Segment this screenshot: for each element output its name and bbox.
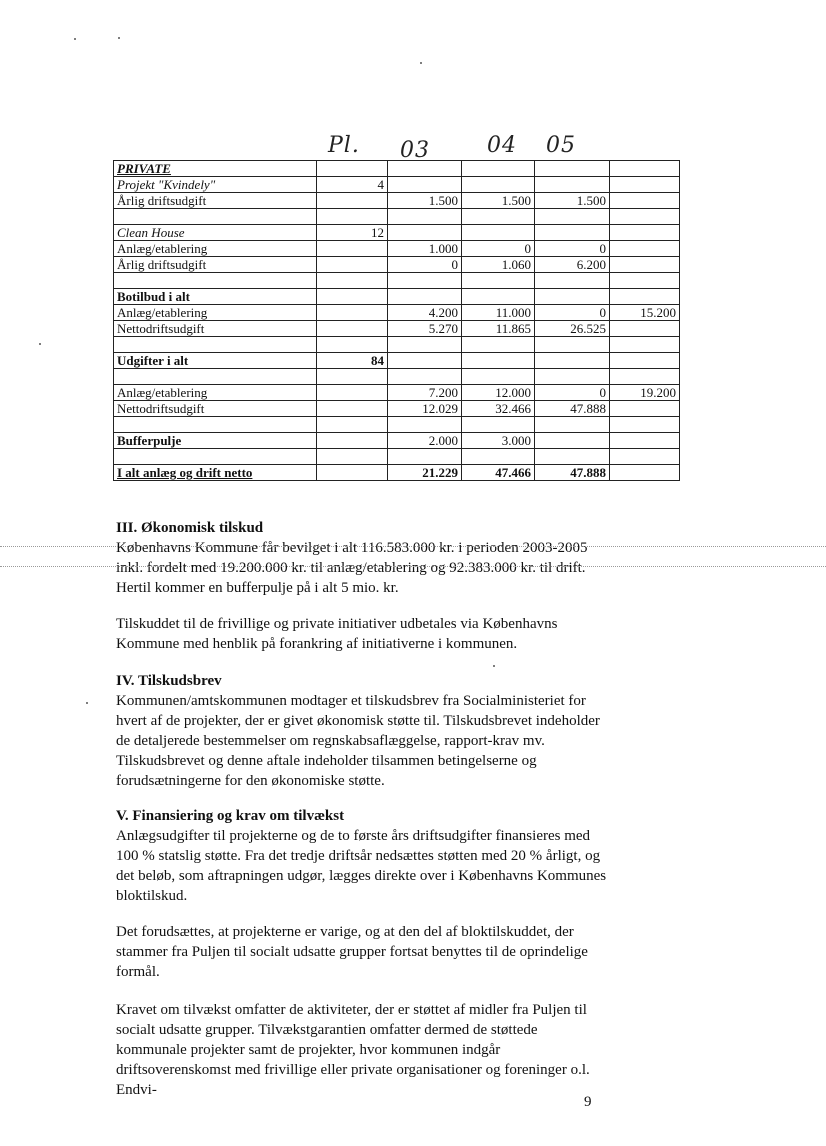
value-2004 bbox=[462, 209, 535, 225]
value-2003 bbox=[388, 337, 462, 353]
row-label: Anlæg/etablering bbox=[114, 305, 317, 321]
row-label: Årlig driftsudgift bbox=[114, 257, 317, 273]
total-cell bbox=[610, 321, 680, 337]
value-2004 bbox=[462, 289, 535, 305]
count-cell: 12 bbox=[317, 225, 388, 241]
scan-artifact-line bbox=[0, 546, 826, 548]
count-cell bbox=[317, 161, 388, 177]
value-2004: 1.060 bbox=[462, 257, 535, 273]
count-cell bbox=[317, 449, 388, 465]
scan-speck bbox=[118, 37, 120, 39]
row-label: Bufferpulje bbox=[114, 433, 317, 449]
row-label bbox=[114, 337, 317, 353]
table-spacer-row bbox=[114, 337, 680, 353]
value-2005: 1.500 bbox=[535, 193, 610, 209]
count-cell bbox=[317, 337, 388, 353]
row-label bbox=[114, 209, 317, 225]
scan-speck bbox=[493, 665, 495, 667]
budget-table-body bbox=[114, 161, 680, 481]
value-2005: 0 bbox=[535, 385, 610, 401]
row-label bbox=[114, 449, 317, 465]
value-2005 bbox=[535, 433, 610, 449]
value-2003: 5.270 bbox=[388, 321, 462, 337]
value-2003 bbox=[388, 353, 462, 369]
count-cell bbox=[317, 305, 388, 321]
value-2004 bbox=[462, 273, 535, 289]
value-2003 bbox=[388, 209, 462, 225]
row-label: Nettodriftsudgift bbox=[114, 401, 317, 417]
scan-speck bbox=[420, 62, 422, 64]
scan-speck bbox=[74, 38, 76, 40]
count-cell bbox=[317, 193, 388, 209]
scan-speck bbox=[39, 343, 41, 345]
total-cell: 15.200 bbox=[610, 305, 680, 321]
section-v-paragraph-1: Anlægsudgifter til projekterne og de to første års driftsudgifter finansieres med 100 % statslig støtte. Fra det tredje driftsår nedsættes støtten med 20 % årligt, og det beløb, som aftrapningen udgør, lægges direkte over i Københavns Kommunes bloktilskud. bbox=[116, 828, 607, 904]
total-cell bbox=[610, 257, 680, 273]
count-cell bbox=[317, 465, 388, 481]
value-2005: 26.525 bbox=[535, 321, 610, 337]
budget-table bbox=[113, 160, 680, 481]
row-label: Botilbud i alt bbox=[114, 289, 317, 305]
value-2004: 11.865 bbox=[462, 321, 535, 337]
value-2004: 3.000 bbox=[462, 433, 535, 449]
value-2004 bbox=[462, 417, 535, 433]
value-2005 bbox=[535, 449, 610, 465]
total-cell bbox=[610, 177, 680, 193]
row-label bbox=[114, 273, 317, 289]
count-cell bbox=[317, 385, 388, 401]
table-row bbox=[114, 289, 680, 305]
value-2003 bbox=[388, 273, 462, 289]
value-2004 bbox=[462, 225, 535, 241]
row-label: Udgifter i alt bbox=[114, 353, 317, 369]
section-iii-paragraph-1: Københavns Kommune får bevilget i alt 116.583.000 kr. i perioden 2003-2005 inkl. fordelt med 19.200.000 kr. til anlæg/etablering og 92.383.000 kr. til drift. Hertil kommer en bufferpulje på i alt 5 mio. kr. bbox=[116, 540, 588, 596]
value-2003: 7.200 bbox=[388, 385, 462, 401]
count-cell bbox=[317, 369, 388, 385]
value-2005 bbox=[535, 417, 610, 433]
total-cell bbox=[610, 337, 680, 353]
section-v-paragraph-3: Kravet om tilvækst omfatter de aktiviteter, der er støttet af midler fra Puljen til socialt udsatte grupper. Tilvækstgarantien omfatter dermed de støttede kommunale projekter samt de projekter, hvor kommunen indgår driftsoverenskomst med frivillige eller private organisationer og foreninger o.l. Endvi- bbox=[116, 1002, 590, 1098]
page-number: 9 bbox=[584, 1094, 592, 1110]
value-2005 bbox=[535, 177, 610, 193]
total-cell bbox=[610, 353, 680, 369]
table-row bbox=[114, 385, 680, 401]
section-v-paragraph-2: Det forudsættes, at projekterne er varige, og at den del af bloktilskuddet, der stammer fra Puljen til socialt udsatte grupper fortsat benyttes til de oprindelige formål. bbox=[116, 924, 588, 980]
count-cell bbox=[317, 417, 388, 433]
count-cell: 4 bbox=[317, 177, 388, 193]
value-2003 bbox=[388, 289, 462, 305]
table-spacer-row bbox=[114, 273, 680, 289]
table-spacer-row bbox=[114, 209, 680, 225]
table-row bbox=[114, 305, 680, 321]
value-2004: 1.500 bbox=[462, 193, 535, 209]
value-2004 bbox=[462, 161, 535, 177]
total-cell bbox=[610, 193, 680, 209]
handwritten-year-05: 05 bbox=[546, 133, 576, 158]
section-v bbox=[116, 806, 611, 906]
row-label: Årlig driftsudgift bbox=[114, 193, 317, 209]
total-cell bbox=[610, 289, 680, 305]
row-label bbox=[114, 417, 317, 433]
value-2005 bbox=[535, 161, 610, 177]
table-spacer-row bbox=[114, 449, 680, 465]
total-cell bbox=[610, 433, 680, 449]
table-row bbox=[114, 401, 680, 417]
count-cell bbox=[317, 321, 388, 337]
table-row bbox=[114, 257, 680, 273]
value-2003: 4.200 bbox=[388, 305, 462, 321]
row-label bbox=[114, 369, 317, 385]
count-cell bbox=[317, 401, 388, 417]
section-iii bbox=[116, 518, 611, 598]
total-cell bbox=[610, 225, 680, 241]
value-2005 bbox=[535, 337, 610, 353]
value-2005: 47.888 bbox=[535, 401, 610, 417]
table-spacer-row bbox=[114, 369, 680, 385]
value-2005 bbox=[535, 209, 610, 225]
value-2005 bbox=[535, 225, 610, 241]
value-2004 bbox=[462, 337, 535, 353]
table-row bbox=[114, 321, 680, 337]
handwritten-year-03: 03 bbox=[400, 138, 430, 163]
total-cell bbox=[610, 465, 680, 481]
value-2003 bbox=[388, 369, 462, 385]
table-row bbox=[114, 193, 680, 209]
value-2004: 47.466 bbox=[462, 465, 535, 481]
total-cell bbox=[610, 369, 680, 385]
handwritten-year-04: 04 bbox=[487, 133, 517, 158]
section-v-heading: V. Finansiering og krav om tilvækst bbox=[116, 808, 345, 824]
table-row bbox=[114, 177, 680, 193]
value-2005: 0 bbox=[535, 241, 610, 257]
table-row bbox=[114, 161, 680, 177]
table-row bbox=[114, 433, 680, 449]
count-cell bbox=[317, 289, 388, 305]
value-2003: 1.000 bbox=[388, 241, 462, 257]
value-2005 bbox=[535, 353, 610, 369]
value-2005: 6.200 bbox=[535, 257, 610, 273]
count-cell bbox=[317, 433, 388, 449]
value-2003: 21.229 bbox=[388, 465, 462, 481]
table-row bbox=[114, 225, 680, 241]
total-cell bbox=[610, 273, 680, 289]
row-label: Projekt "Kvindely" bbox=[114, 177, 317, 193]
total-cell bbox=[610, 401, 680, 417]
value-2003: 2.000 bbox=[388, 433, 462, 449]
total-cell bbox=[610, 241, 680, 257]
section-iii-paragraph-2: Tilskuddet til de frivillige og private initiativer udbetales via Københavns Kommune med henblik på forankring af initiativerne i kommunen. bbox=[116, 616, 558, 652]
section-iv-paragraph-1: Kommunen/amtskommunen modtager et tilskudsbrev fra Socialministeriet for hvert af de projekter, der er givet økonomisk støtte til. Tilskudsbrevet indeholder de detaljerede bestemmelser om regnskabsaflæggelse, rapport-krav mv. Tilskudsbrevet og denne aftale indeholder tilsammen betingelserne og forudsætningerne for den økonomiske støtte. bbox=[116, 693, 600, 789]
row-label: Anlæg/etablering bbox=[114, 385, 317, 401]
value-2003 bbox=[388, 449, 462, 465]
value-2005: 0 bbox=[535, 305, 610, 321]
value-2004: 12.000 bbox=[462, 385, 535, 401]
value-2005 bbox=[535, 369, 610, 385]
table-row bbox=[114, 353, 680, 369]
total-cell: 19.200 bbox=[610, 385, 680, 401]
section-iv-heading: IV. Tilskudsbrev bbox=[116, 673, 222, 689]
value-2003: 12.029 bbox=[388, 401, 462, 417]
count-cell bbox=[317, 257, 388, 273]
scan-artifact-line bbox=[0, 566, 826, 568]
handwritten-pl: Pl. bbox=[328, 133, 360, 158]
count-cell: 84 bbox=[317, 353, 388, 369]
value-2004: 11.000 bbox=[462, 305, 535, 321]
value-2003 bbox=[388, 161, 462, 177]
total-cell bbox=[610, 209, 680, 225]
count-cell bbox=[317, 273, 388, 289]
value-2005 bbox=[535, 289, 610, 305]
value-2003 bbox=[388, 177, 462, 193]
table-row bbox=[114, 241, 680, 257]
row-label: I alt anlæg og drift netto bbox=[114, 465, 317, 481]
row-label: Anlæg/etablering bbox=[114, 241, 317, 257]
value-2004: 0 bbox=[462, 241, 535, 257]
table-spacer-row bbox=[114, 417, 680, 433]
value-2003: 1.500 bbox=[388, 193, 462, 209]
value-2003 bbox=[388, 225, 462, 241]
value-2004 bbox=[462, 353, 535, 369]
value-2003 bbox=[388, 417, 462, 433]
table-row bbox=[114, 465, 680, 481]
value-2005: 47.888 bbox=[535, 465, 610, 481]
total-cell bbox=[610, 449, 680, 465]
scan-speck bbox=[86, 702, 88, 704]
value-2004 bbox=[462, 177, 535, 193]
section-iii-heading: III. Økonomisk tilskud bbox=[116, 520, 264, 536]
value-2004: 32.466 bbox=[462, 401, 535, 417]
section-iv bbox=[116, 671, 611, 791]
value-2005 bbox=[535, 273, 610, 289]
total-cell bbox=[610, 417, 680, 433]
count-cell bbox=[317, 241, 388, 257]
row-label: Clean House bbox=[114, 225, 317, 241]
value-2003: 0 bbox=[388, 257, 462, 273]
count-cell bbox=[317, 209, 388, 225]
row-label: PRIVATE bbox=[114, 161, 317, 177]
value-2004 bbox=[462, 449, 535, 465]
total-cell bbox=[610, 161, 680, 177]
row-label: Nettodriftsudgift bbox=[114, 321, 317, 337]
value-2004 bbox=[462, 369, 535, 385]
